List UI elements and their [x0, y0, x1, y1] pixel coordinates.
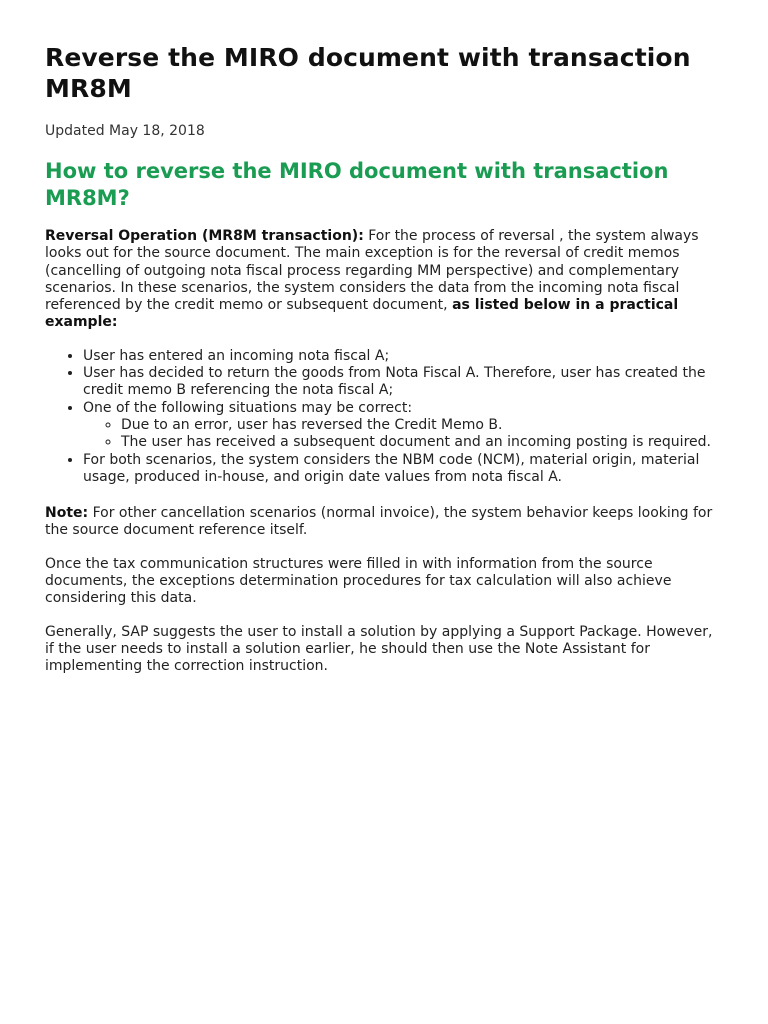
sub-list-item-text: Due to an error, user has reversed the Credit Memo B.: [121, 416, 503, 433]
intro-paragraph: [45, 228, 725, 332]
intro-text: For the process of reversal , the system always looks out for the source document. The main exception is for the reversal of credit memos (cancelling of outgoing nota fiscal process regarding MM perspective) and complementary scenarios. In these scenarios, the system considers the data from the incoming nota fiscal referenced by the credit memo or subsequent document,: [45, 228, 699, 314]
tax-paragraph: Once the tax communication structures were filled in with information from the source documents, the exceptions determination procedures for tax calculation will also achieve considering this data.: [45, 555, 672, 607]
list-item: [83, 348, 725, 365]
sub-list-item-text: The user has received a subsequent document and an incoming posting is required.: [121, 434, 711, 451]
note-label: Note:: [45, 505, 89, 522]
section-heading: How to reverse the MIRO document with transaction MR8M?: [45, 159, 669, 210]
list-item-text: User has decided to return the goods from Nota Fiscal A. Therefore, user has created the credit memo B referencing the nota fiscal A;: [83, 365, 706, 399]
note-text: For other cancellation scenarios (normal invoice), the system behavior keeps looking for the source document reference itself.: [45, 505, 713, 539]
updated-date: Updated May 18, 2018: [45, 123, 205, 139]
list-item: [83, 452, 725, 487]
article: [45, 42, 725, 676]
solution-paragraph: Generally, SAP suggests the user to install a solution by applying a Support Package. However, if the user needs to install a solution earlier, he should then use the Note Assistant for implementing the correction instruction.: [45, 623, 713, 675]
intro-bold-tail: as listed below in a practical example:: [45, 297, 679, 331]
intro-label: Reversal Operation (MR8M transaction):: [45, 228, 364, 244]
page-title: Reverse the MIRO document with transaction MR8M: [45, 43, 691, 103]
note-paragraph: [45, 505, 725, 540]
list-item: [83, 400, 725, 452]
list-item-text: User has entered an incoming nota fiscal A;: [83, 347, 390, 364]
sub-bullet-list: [83, 417, 725, 452]
sub-list-item: [121, 417, 725, 434]
sub-list-item: [121, 434, 725, 451]
list-item-text: For both scenarios, the system considers the NBM code (NCM), material origin, material usage, produced in-house, and origin date values from nota fiscal A.: [83, 451, 700, 485]
bullet-list: [45, 348, 725, 486]
list-item-text: One of the following situations may be correct:: [83, 399, 413, 416]
list-item: [83, 365, 725, 400]
